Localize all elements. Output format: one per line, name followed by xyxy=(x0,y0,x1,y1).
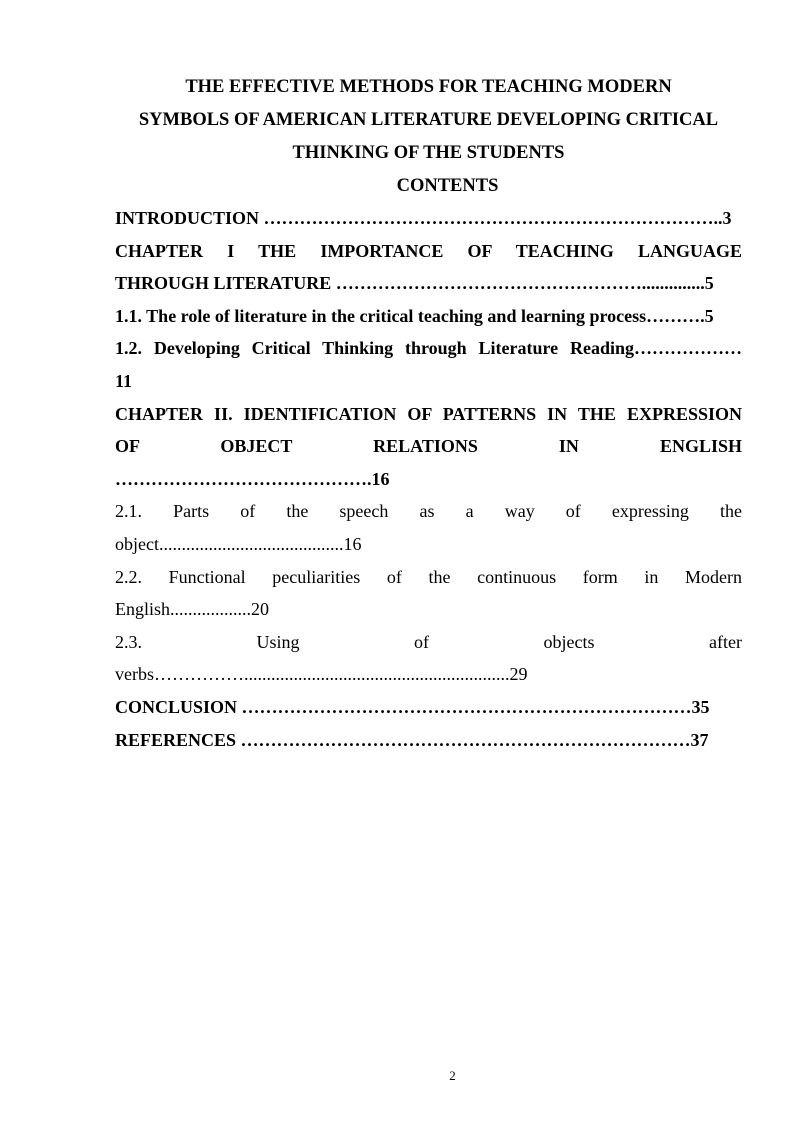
toc-section-2-1-line-2: object.........................................16 xyxy=(115,533,362,554)
document-title xyxy=(0,71,800,170)
toc-section-1-2-line-1: 1.2. Developing Critical Thinking through Literature Reading……………… xyxy=(115,338,742,359)
toc-chapter-2 xyxy=(115,398,742,496)
title-line-2: SYMBOLS OF AMERICAN LITERATURE DEVELOPING CRITICAL xyxy=(138,110,719,130)
toc-section-2-1 xyxy=(115,495,742,560)
toc-section-2-3-line-2: verbs……………...........................................................29 xyxy=(115,664,528,685)
toc-section-1-2-line-2: 11 xyxy=(115,370,133,391)
page-number: 2 xyxy=(449,1068,456,1083)
toc-section-2-2-line-1: 2.2. Functional peculiarities of the continuous form in Modern xyxy=(115,566,742,587)
toc-section-2-2 xyxy=(115,561,742,626)
toc-introduction: INTRODUCTION …………………………………………………………………..3 xyxy=(115,208,732,228)
toc-chapter-2-line-1: CHAPTER II. IDENTIFICATION OF PATTERNS IN THE EXPRESSION xyxy=(115,403,742,424)
title-line-3: THINKING OF THE STUDENTS xyxy=(292,143,565,163)
toc-section-2-3-line-1: 2.3. Using of objects after xyxy=(115,631,742,652)
toc-section-2-1-line-1: 2.1. Parts of the speech as a way of expressing the xyxy=(115,501,742,522)
toc-conclusion: CONCLUSION …………………………………………………………………35 xyxy=(115,696,710,717)
toc-chapter-1-line-1: CHAPTER I THE IMPORTANCE OF TEACHING LANGUAGE xyxy=(115,240,742,261)
toc-chapter-2-line-3: …………………………………….16 xyxy=(115,468,390,489)
table-of-contents xyxy=(115,202,742,756)
toc-references: REFERENCES …………………………………………………………………37 xyxy=(115,729,709,750)
toc-section-1-2 xyxy=(115,332,742,397)
toc-section-1-1: 1.1. The role of literature in the critical teaching and learning process……….5 xyxy=(115,305,714,326)
contents-heading: CONTENTS xyxy=(396,176,499,196)
title-line-1: THE EFFECTIVE METHODS FOR TEACHING MODERN xyxy=(185,77,672,97)
toc-chapter-1 xyxy=(115,235,742,300)
toc-chapter-1-line-2: THROUGH LITERATURE ……………………………………………..............5 xyxy=(115,273,714,294)
toc-section-2-3 xyxy=(115,626,742,691)
toc-section-2-2-line-2: English..................20 xyxy=(115,599,270,620)
toc-chapter-2-line-2: OF OBJECT RELATIONS IN ENGLISH xyxy=(115,436,742,457)
